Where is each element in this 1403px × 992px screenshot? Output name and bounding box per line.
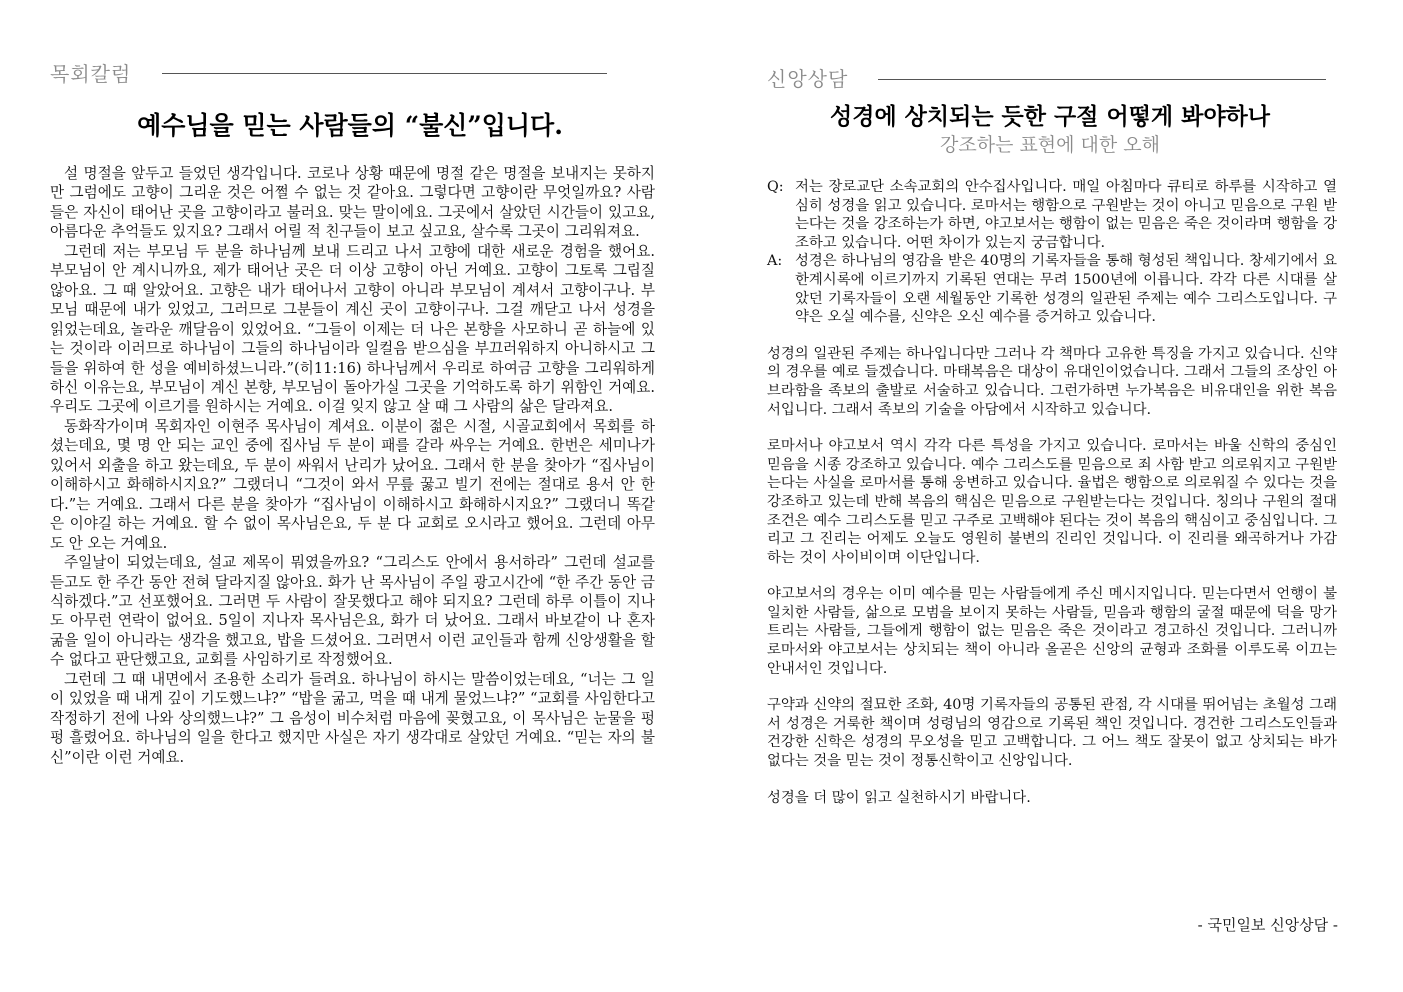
answer-block <box>767 252 1337 326</box>
paragraph: 성경의 일관된 주제는 하나입니다만 그러나 각 책마다 고유한 특징을 가지고 있습니다. 신약의 경우를 예로 들겠습니다. 마태복음은 대상이 유대인이었습니다. 그래서 그들의 조상인 아브라함을 족보의 출발로 서술하고 있습니다. 그런가하면 누가복음은 비유대인을 위한 복음서입니다. 그래서 족보의 기술을 아담에서 시작하고 있습니다. <box>767 345 1337 418</box>
paragraph: 설 명절을 앞두고 들었던 생각입니다. 코로나 상황 때문에 명절 같은 명절을 보내지는 못하지만 그럼에도 고향이 그리운 것은 어쩔 수 없는 것 같아요. 그렇다면 고향이란 무엇일까요? 사람들은 자신이 태어난 곳을 고향이라고 불러요. 맞는 말이에요. 그곳에서 살았던 시간들이 있고요, 아름다운 추억들도 있지요? 그래서 어릴 적 친구들이 보고 싶고요, 살수록 그곳이 그리워져요. <box>50 165 655 241</box>
paragraph: 그런데 그 때 내면에서 조용한 소리가 들려요. 하나님이 하시는 말씀이었는데요, “너는 그 일이 있었을 때 내게 깊이 기도했느냐?” “밥을 굶고, 먹을 때 내게 물었느냐?” “교회를 사임한다고 작정하기 전에 나와 상의했느냐?” 그 음성이 비수처럼 마음에 꽂혔고요, 이 목사님은 눈물을 펑펑 흘렸어요. 하나님의 일을 한다고 했지만 사실은 자기 생각대로 살았던 거예요. “믿는 자의 불신”이란 이런 거예요. <box>50 670 655 766</box>
question-text: 저는 장로교단 소속교회의 안수집사입니다. 매일 아침마다 큐티로 하루를 시작하고 열심히 성경을 읽고 있습니다. 로마서는 행함으로 구원받는 것이 아니고 믿음으로 구원 받는다는 것을 강조하는가 하면, 야고보서는 행함이 없는 믿음은 죽은 것이라며 행함을 강조하고 있습니다. 어떤 차이가 있는지 궁금합니다. <box>795 179 1337 251</box>
right-page <box>700 0 1403 992</box>
question-label: Q: <box>767 179 784 195</box>
qa-body <box>767 178 1337 807</box>
qa-title: 성경에 상치되는 듯한 구절 어떻게 봐야하나 <box>830 103 1270 130</box>
answer-label: A: <box>767 253 783 270</box>
source-credit: - 국민일보 신앙상담 - <box>1197 916 1338 934</box>
section-rule <box>162 73 607 74</box>
column-body <box>50 164 655 767</box>
paragraph: 구약과 신약의 절묘한 조화, 40명 기록자들의 공통된 관점, 각 시대를 뛰어넘는 초월성 그래서 성경은 거룩한 책이며 성령님의 영감으로 기록된 책인 것입니다. 경건한 그리스도인들과 건강한 신학은 성경의 무오성을 믿고 고백합니다. 그 어느 책도 잘못이 없고 상치되는 바가 없다는 것을 믿는 것이 정통신학이고 신앙입니다. <box>767 697 1337 770</box>
left-page <box>0 0 700 992</box>
qa-subtitle: 강조하는 표현에 대한 오해 <box>939 134 1160 156</box>
paragraph: 동화작가이며 목회자인 이현주 목사님이 계셔요. 이분이 젊은 시절, 시골교회에서 목회를 하셨는데요, 몇 명 안 되는 교인 중에 집사님 두 분이 패를 갈라 싸우는 거예요. 한번은 세미나가 있어서 외출을 하고 왔는데요, 두 분이 싸워서 난리가 났어요. 그래서 한 분을 찾아가 “집사님이 이해하시고 화해하시지요?” 그랬더니 “그것이 와서 무릎 꿇고 빌기 전에는 절대로 용서 안 한다.”는 거예요. 그래서 다른 분을 찾아가 “집사님이 이해하시고 화해하시지요?” 그랬더니 똑같은 이야길 하는 거예요. 할 수 없이 목사님은요, 두 분 다 교회로 오시라고 했어요. 그런데 아무도 안 오는 거예요. <box>50 417 655 552</box>
column-title: 예수님을 믿는 사람들의 “불신”입니다. <box>137 111 563 140</box>
section-rule <box>878 79 1326 80</box>
closing-line: 성경을 더 많이 읽고 실천하시기 바랍니다. <box>767 789 1031 806</box>
answer-text: 성경은 하나님의 영감을 받은 40명의 기록자들을 통해 형성된 책입니다. 창세기에서 요한계시록에 이르기까지 기록된 연대는 무려 1500년에 이릅니다. 각각 다른 시대를 살았던 기록자들이 오랜 세월동안 기록한 성경의 일관된 주제는 예수 그리스도입니다. 구약은 오실 예수를, 신약은 오신 예수를 증거하고 있습니다. <box>795 253 1337 326</box>
section-label: 목회칼럼 <box>50 62 132 86</box>
paragraph: 야고보서의 경우는 이미 예수를 믿는 사람들에게 주신 메시지입니다. 믿는다면서 언행이 불일치한 사람들, 삶으로 모범을 보이지 못하는 사람들, 믿음과 행함의 굴절 때문에 덕을 망가트리는 사람들, 그들에게 행함이 없는 믿음은 죽은 것이라고 경고하신 것입니다. 그러니까 로마서와 야고보서는 상치되는 책이 아니라 올곧은 신앙의 균형과 조화를 이루도록 이끄는 안내서인 것입니다. <box>767 586 1337 677</box>
paragraph: 로마서나 야고보서 역시 각각 다른 특성을 가지고 있습니다. 로마서는 바울 신학의 중심인 믿음을 시종 강조하고 있습니다. 예수 그리스도를 믿음으로 죄 사함 받고 의로워지고 구원받는다는 사실을 로마서를 통해 웅변하고 있습니다. 율법은 행함으로 의로워질 수 있다는 것을 강조하고 있는데 반해 복음의 핵심은 믿음으로 구원받는다는 것입니다. 칭의나 구원의 절대조건은 예수 그리스도를 믿고 구주로 고백해야 된다는 것이 복음의 핵심이고 중심입니다. 그리고 그 진리는 어제도 오늘도 영원히 불변의 진리인 것입니다. 이 진리를 왜곡하거나 가감하는 것이 사이비이며 이단입니다. <box>767 438 1337 566</box>
question-block <box>767 178 1337 252</box>
paragraph: 그런데 저는 부모님 두 분을 하나님께 보내 드리고 나서 고향에 대한 새로운 경험을 했어요. 부모님이 안 계시니까요, 제가 태어난 곳은 더 이상 고향이 아닌 거예요. 고향이 그토록 그립질 않아요. 그 때 알았어요. 고향은 내가 태어나서 고향이 아니라 부모님이 계셔서 고향이구나. 부모님 때문에 내가 있었고, 그러므로 그분들이 계신 곳이 고향이구나. 그걸 깨닫고 나서 성경을 읽었는데요, 놀라운 깨달음이 있었어요. “그들이 이제는 더 나은 본향을 사모하니 곧 하늘에 있는 것이라 이러므로 하나님이 그들의 하나님이라 일컬음 받으심을 부끄러워하지 아니하시고 그들을 위하여 한 성을 예비하셨느니라.”(히11:16) 하나님께서 우리로 하여금 고향을 그리워하게 하신 이유는요, 부모님이 계신 본향, 부모님이 돌아가실 그곳을 기억하도록 하기 위함인 거예요. 우리도 그곳에 이르기를 원하시는 거예요. 이걸 잊지 않고 살 때 그 사람의 삶은 달라져요. <box>50 242 655 416</box>
section-label: 신앙상담 <box>767 67 849 91</box>
paragraph: 주일날이 되었는데요, 설교 제목이 뭐였을까요? “그리스도 안에서 용서하라” 그런데 설교를 듣고도 한 주간 동안 전혀 달라지질 않아요. 화가 난 목사님이 주일 광고시간에 “한 주간 동안 금식하겠다.”고 선포했어요. 그러면 두 사람이 잘못했다고 해야 되지요? 그런데 하루 이틀이 지나도 아무런 연락이 없어요. 5일이 지나자 목사님은요, 화가 더 났어요. 그래서 바보같이 나 혼자 굶을 일이 아니라는 생각을 했고요, 밥을 드셨어요. 그러면서 이런 교인들과 함께 신앙생활을 할 수 없다고 판단했고요, 교회를 사임하기로 작정했어요. <box>50 554 656 669</box>
